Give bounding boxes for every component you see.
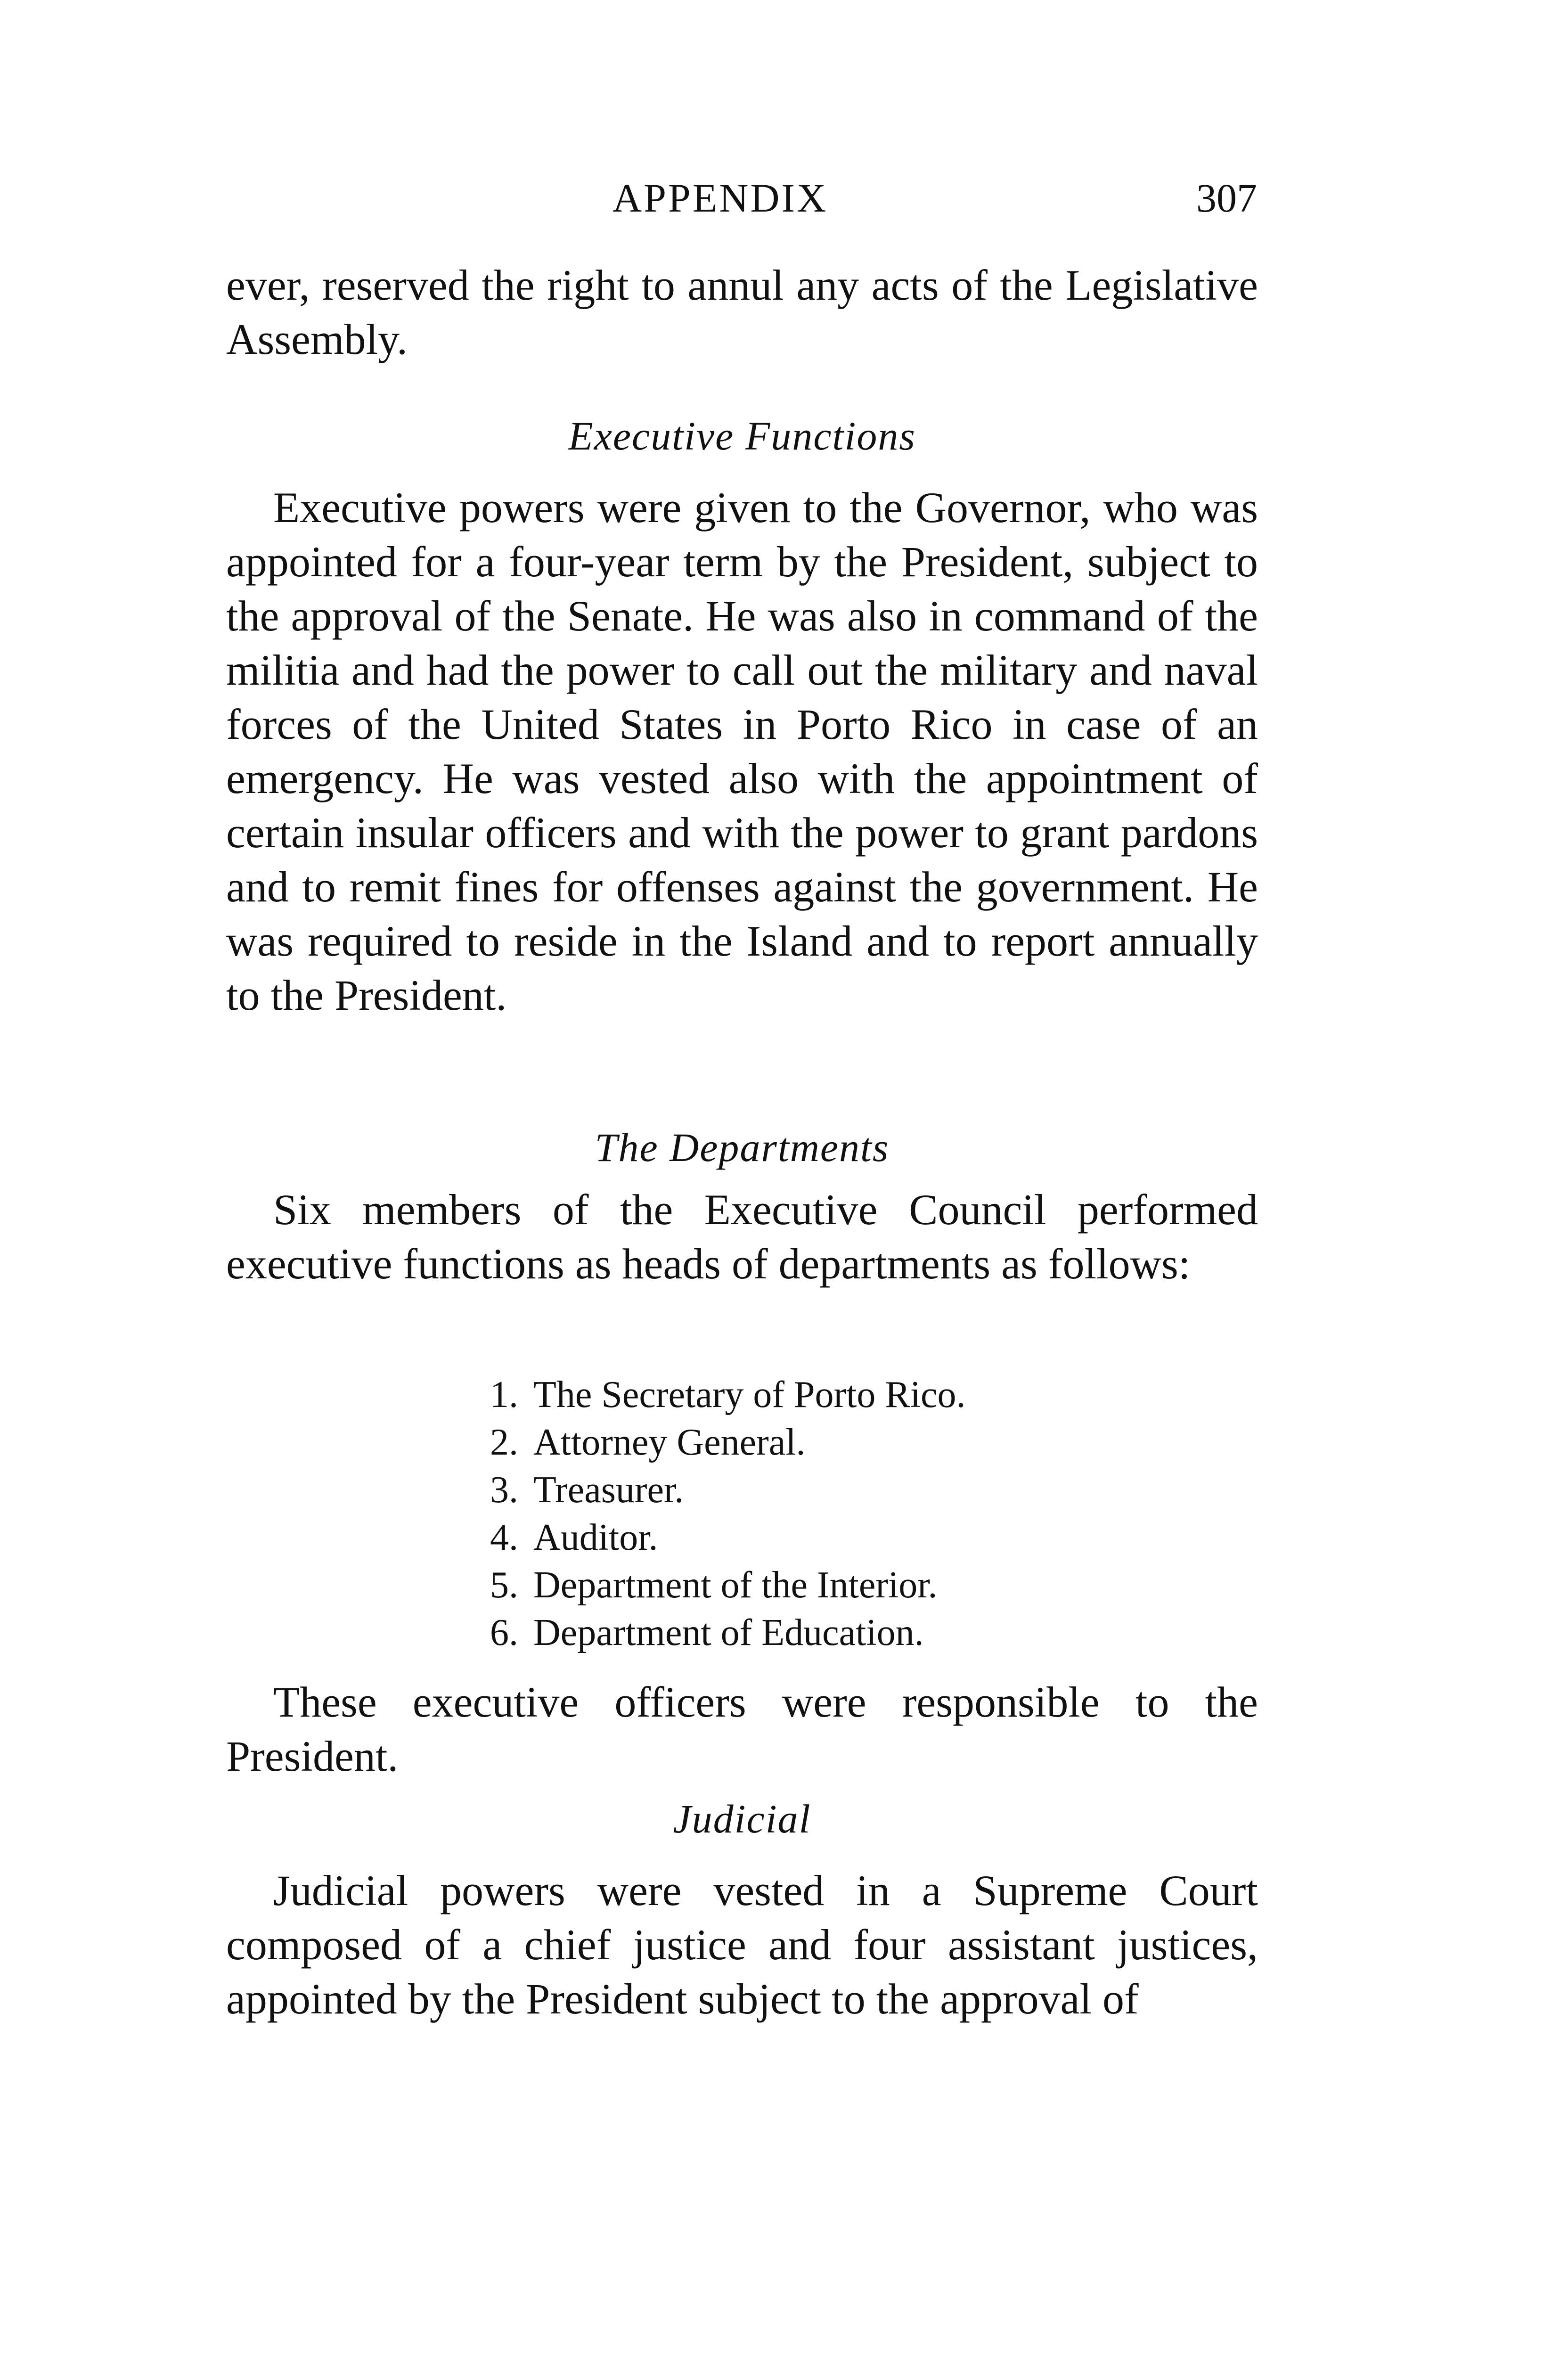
list-item-text: Auditor. [533, 1517, 658, 1558]
page-header [0, 174, 1568, 231]
list-item [448, 1514, 1343, 1562]
list-item-number: 5. [490, 1564, 518, 1606]
list-item [448, 1371, 1343, 1419]
opening-paragraph: ever, reserved the right to annul any acts of the Legislative Assembly. [226, 261, 1258, 363]
list-item-text: Department of the Interior. [533, 1564, 938, 1606]
departments-list [448, 1371, 1343, 1657]
executive-paragraph: Executive powers were given to the Governor, who was appointed for a four-year term by the President, subject to the approval of the Senate. He was also in command of the militia and had the power to call out the military and naval forces of the United States in Porto Rico in case of an emergency. He was vested also with the appointment of certain insular officers and with the power to grant pardons and to remit fines for offenses against the government. He was required to reside in the Island and to report annually to the President. [226, 483, 1258, 1019]
list-item-text: The Secretary of Porto Rico. [533, 1374, 966, 1415]
list-item [448, 1562, 1343, 1609]
executive-paragraph-block [226, 481, 1258, 1023]
list-item-number: 4. [490, 1517, 518, 1558]
opening-paragraph-block [226, 258, 1258, 367]
list-item-text: Attorney General. [533, 1422, 806, 1463]
running-head: APPENDIX [612, 175, 828, 221]
list-item-number: 1. [490, 1374, 518, 1415]
list-item [448, 1419, 1343, 1466]
departments-heading: The Departments [595, 1125, 890, 1170]
officers-paragraph-block [226, 1675, 1258, 1783]
list-item [448, 1466, 1343, 1514]
departments-paragraph: Six members of the Executive Council performed executive functions as heads of departments as follows: [226, 1186, 1258, 1288]
list-item-text: Treasurer. [533, 1469, 684, 1511]
judicial-heading: Judicial [673, 1796, 811, 1841]
judicial-paragraph: Judicial powers were vested in a Supreme Court composed of a chief justice and four assistant justices, appointed by the President subject to the approval of [226, 1866, 1258, 2023]
officers-paragraph: These executive officers were responsible to the President. [226, 1678, 1258, 1780]
page-number: 307 [1196, 175, 1257, 221]
executive-functions-heading: Executive Functions [568, 413, 916, 458]
list-item-number: 2. [490, 1422, 518, 1463]
list-item-text: Department of Education. [533, 1612, 924, 1653]
list-item-number: 3. [490, 1469, 518, 1511]
list-item-number: 6. [490, 1612, 518, 1653]
judicial-paragraph-block [226, 1864, 1258, 2026]
departments-paragraph-block [226, 1183, 1258, 1291]
list-item [448, 1609, 1343, 1657]
